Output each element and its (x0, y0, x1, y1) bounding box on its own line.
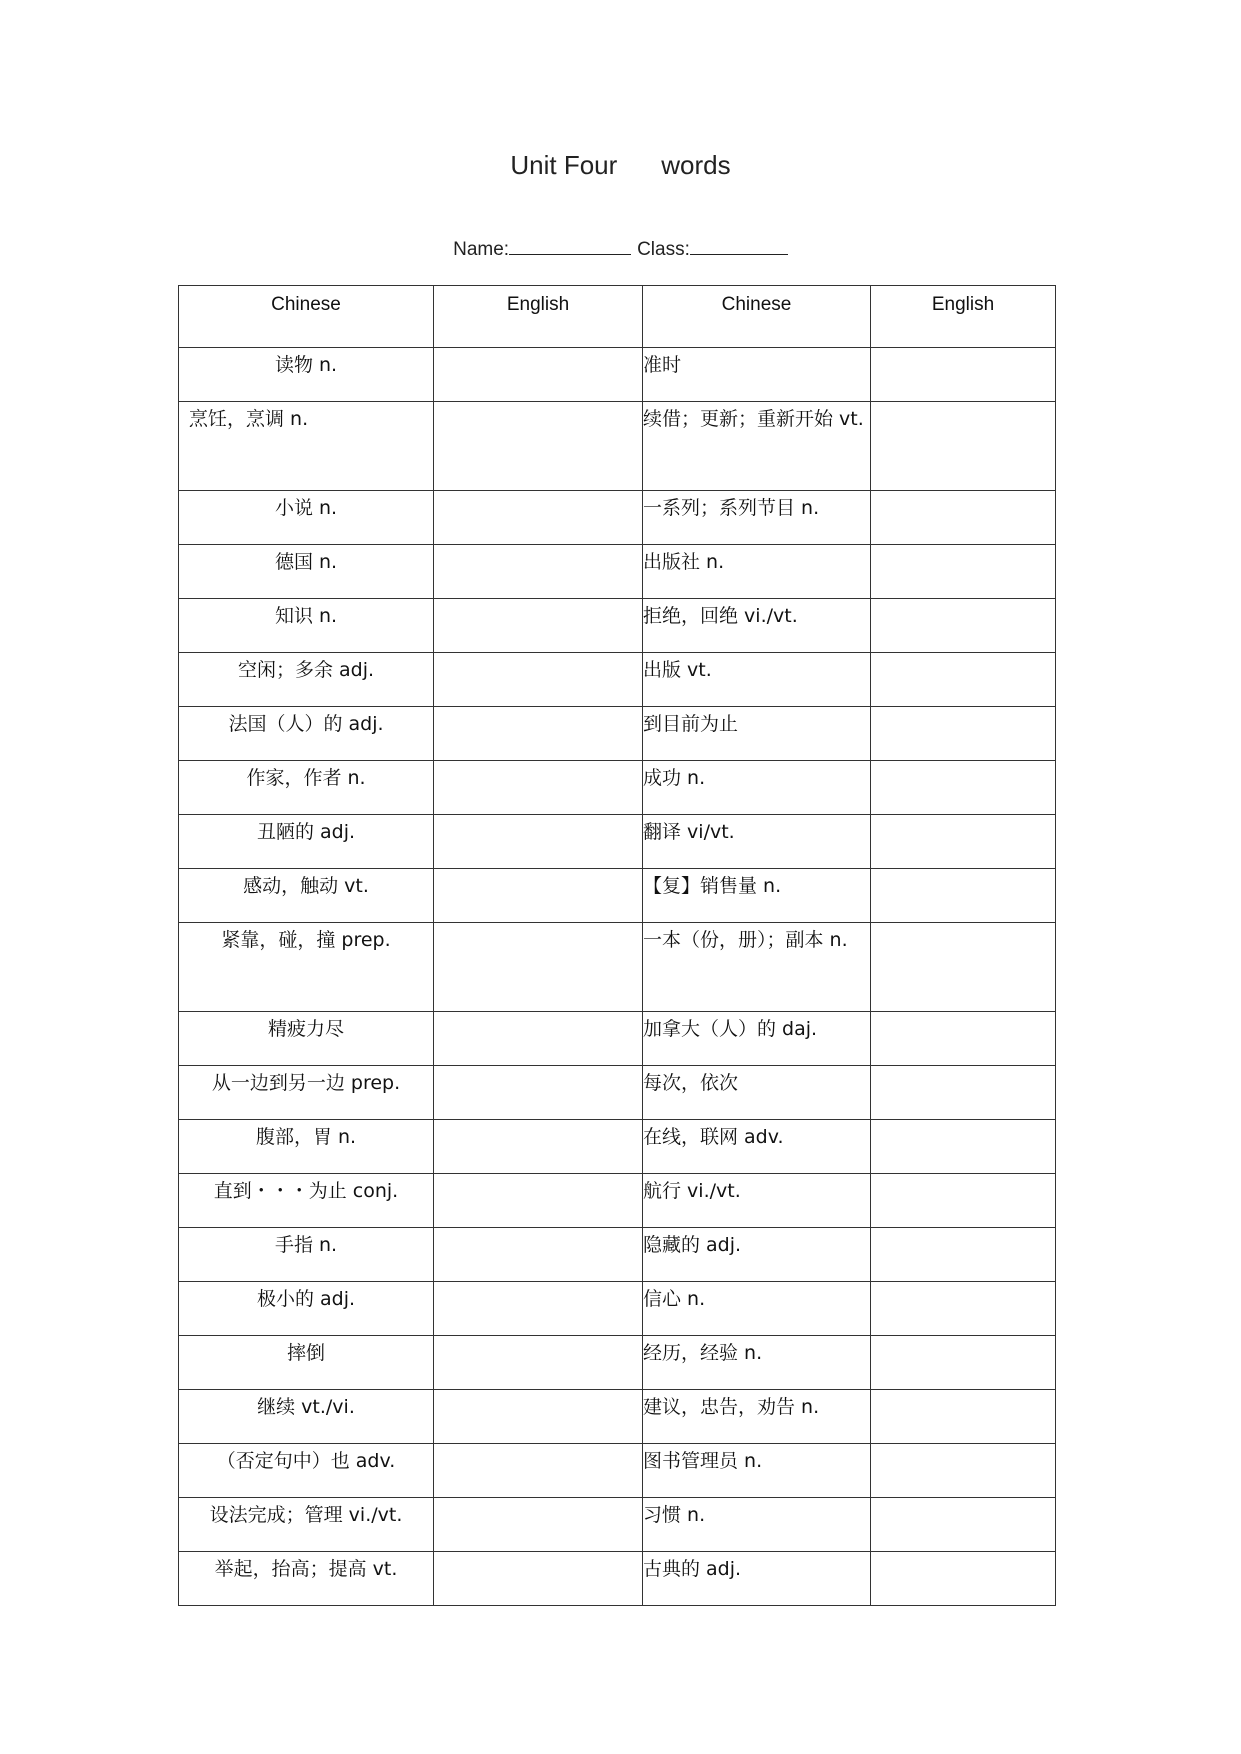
table-row (179, 815, 1056, 869)
chinese-cell-right: 图书管理员 n. (643, 1444, 871, 1498)
english-answer-cell-right[interactable] (871, 653, 1056, 707)
header-english-2: English (871, 286, 1056, 348)
chinese-cell-left: 举起，抬高；提高 vt. (179, 1552, 434, 1606)
english-answer-cell-left[interactable] (434, 545, 643, 599)
table-row (179, 402, 1056, 491)
chinese-cell-right: 到目前为止 (643, 707, 871, 761)
chinese-cell-left: 紧靠，碰，撞 prep. (179, 923, 434, 1012)
english-answer-cell-right[interactable] (871, 1066, 1056, 1120)
english-answer-cell-left[interactable] (434, 653, 643, 707)
chinese-cell-right: 翻译 vi/vt. (643, 815, 871, 869)
table-row (179, 1498, 1056, 1552)
english-answer-cell-left[interactable] (434, 1498, 643, 1552)
english-answer-cell-left[interactable] (434, 869, 643, 923)
english-answer-cell-right[interactable] (871, 923, 1056, 1012)
english-answer-cell-right[interactable] (871, 1498, 1056, 1552)
english-answer-cell-left[interactable] (434, 1012, 643, 1066)
chinese-cell-left: 直到・・・为止 conj. (179, 1174, 434, 1228)
header-chinese-2: Chinese (643, 286, 871, 348)
chinese-cell-left: 精疲力尽 (179, 1012, 434, 1066)
table-header-row (179, 286, 1056, 348)
table-row (179, 1066, 1056, 1120)
english-answer-cell-left[interactable] (434, 348, 643, 402)
chinese-cell-right: 习惯 n. (643, 1498, 871, 1552)
table-row (179, 707, 1056, 761)
english-answer-cell-right[interactable] (871, 491, 1056, 545)
vocabulary-table (178, 285, 1056, 1606)
chinese-cell-left: 德国 n. (179, 545, 434, 599)
chinese-cell-left: 从一边到另一边 prep. (179, 1066, 434, 1120)
english-answer-cell-left[interactable] (434, 1282, 643, 1336)
english-answer-cell-right[interactable] (871, 1228, 1056, 1282)
table-row (179, 1336, 1056, 1390)
english-answer-cell-right[interactable] (871, 402, 1056, 491)
header-english-1: English (434, 286, 643, 348)
english-answer-cell-right[interactable] (871, 1390, 1056, 1444)
class-blank[interactable] (690, 238, 788, 255)
english-answer-cell-left[interactable] (434, 1174, 643, 1228)
chinese-cell-right: 古典的 adj. (643, 1552, 871, 1606)
chinese-cell-right: 加拿大（人）的 daj. (643, 1012, 871, 1066)
chinese-cell-right: 成功 n. (643, 761, 871, 815)
table-row (179, 1444, 1056, 1498)
english-answer-cell-left[interactable] (434, 1336, 643, 1390)
table-row (179, 491, 1056, 545)
english-answer-cell-right[interactable] (871, 815, 1056, 869)
chinese-cell-left: 空闲；多余 adj. (179, 653, 434, 707)
chinese-cell-right: 一系列；系列节目 n. (643, 491, 871, 545)
english-answer-cell-right[interactable] (871, 599, 1056, 653)
chinese-cell-right: 信心 n. (643, 1282, 871, 1336)
english-answer-cell-right[interactable] (871, 1552, 1056, 1606)
english-answer-cell-right[interactable] (871, 1282, 1056, 1336)
chinese-cell-left: 继续 vt./vi. (179, 1390, 434, 1444)
table-row (179, 348, 1056, 402)
english-answer-cell-left[interactable] (434, 761, 643, 815)
table-row (179, 545, 1056, 599)
table-row (179, 1120, 1056, 1174)
english-answer-cell-left[interactable] (434, 1120, 643, 1174)
english-answer-cell-left[interactable] (434, 815, 643, 869)
table-row (179, 869, 1056, 923)
english-answer-cell-left[interactable] (434, 599, 643, 653)
chinese-cell-right: 航行 vi./vt. (643, 1174, 871, 1228)
name-label: Name: (453, 239, 510, 260)
name-blank[interactable] (509, 238, 631, 255)
chinese-cell-right: 每次，依次 (643, 1066, 871, 1120)
chinese-cell-left: 烹饪，烹调 n. (179, 402, 434, 491)
english-answer-cell-right[interactable] (871, 869, 1056, 923)
english-answer-cell-right[interactable] (871, 1444, 1056, 1498)
english-answer-cell-left[interactable] (434, 1228, 643, 1282)
table-row (179, 923, 1056, 1012)
english-answer-cell-left[interactable] (434, 402, 643, 491)
english-answer-cell-right[interactable] (871, 761, 1056, 815)
table-row (179, 1228, 1056, 1282)
english-answer-cell-right[interactable] (871, 1336, 1056, 1390)
chinese-cell-left: 手指 n. (179, 1228, 434, 1282)
english-answer-cell-right[interactable] (871, 348, 1056, 402)
chinese-cell-left: 法国（人）的 adj. (179, 707, 434, 761)
table-row (179, 1390, 1056, 1444)
table-row (179, 1552, 1056, 1606)
chinese-cell-left: 作家，作者 n. (179, 761, 434, 815)
chinese-cell-right: 建议，忠告，劝告 n. (643, 1390, 871, 1444)
student-info-line (0, 238, 1241, 261)
chinese-cell-right: 拒绝，回绝 vi./vt. (643, 599, 871, 653)
english-answer-cell-left[interactable] (434, 1390, 643, 1444)
chinese-cell-left: 极小的 adj. (179, 1282, 434, 1336)
table-row (179, 1012, 1056, 1066)
page-title (0, 150, 1241, 181)
chinese-cell-right: 准时 (643, 348, 871, 402)
english-answer-cell-left[interactable] (434, 1066, 643, 1120)
english-answer-cell-left[interactable] (434, 491, 643, 545)
chinese-cell-right: 出版社 n. (643, 545, 871, 599)
chinese-cell-left: 摔倒 (179, 1336, 434, 1390)
table-body (179, 348, 1056, 1606)
chinese-cell-left: 小说 n. (179, 491, 434, 545)
chinese-cell-left: 丑陋的 adj. (179, 815, 434, 869)
chinese-cell-right: 在线，联网 adv. (643, 1120, 871, 1174)
table-row (179, 1174, 1056, 1228)
chinese-cell-left: 知识 n. (179, 599, 434, 653)
chinese-cell-left: 读物 n. (179, 348, 434, 402)
english-answer-cell-left[interactable] (434, 1444, 643, 1498)
chinese-cell-right: 出版 vt. (643, 653, 871, 707)
chinese-cell-right: 续借；更新；重新开始 vt. (643, 402, 871, 491)
class-label: Class: (637, 239, 690, 260)
english-answer-cell-right[interactable] (871, 1120, 1056, 1174)
chinese-cell-right: 经历，经验 n. (643, 1336, 871, 1390)
table-row (179, 599, 1056, 653)
table-row (179, 1282, 1056, 1336)
english-answer-cell-left[interactable] (434, 707, 643, 761)
title-sub: words (661, 150, 731, 180)
title-main: Unit Four (510, 150, 618, 180)
header-chinese-1: Chinese (179, 286, 434, 348)
chinese-cell-right: 一本（份，册）；副本 n. (643, 923, 871, 1012)
chinese-cell-left: 腹部，胃 n. (179, 1120, 434, 1174)
english-answer-cell-left[interactable] (434, 923, 643, 1012)
chinese-cell-right: 【复】销售量 n. (643, 869, 871, 923)
table-row (179, 653, 1056, 707)
table-row (179, 761, 1056, 815)
chinese-cell-right: 隐藏的 adj. (643, 1228, 871, 1282)
english-answer-cell-right[interactable] (871, 1174, 1056, 1228)
english-answer-cell-right[interactable] (871, 707, 1056, 761)
chinese-cell-left: 感动，触动 vt. (179, 869, 434, 923)
english-answer-cell-right[interactable] (871, 545, 1056, 599)
english-answer-cell-left[interactable] (434, 1552, 643, 1606)
english-answer-cell-right[interactable] (871, 1012, 1056, 1066)
chinese-cell-left: （否定句中）也 adv. (179, 1444, 434, 1498)
chinese-cell-left: 设法完成；管理 vi./vt. (179, 1498, 434, 1552)
